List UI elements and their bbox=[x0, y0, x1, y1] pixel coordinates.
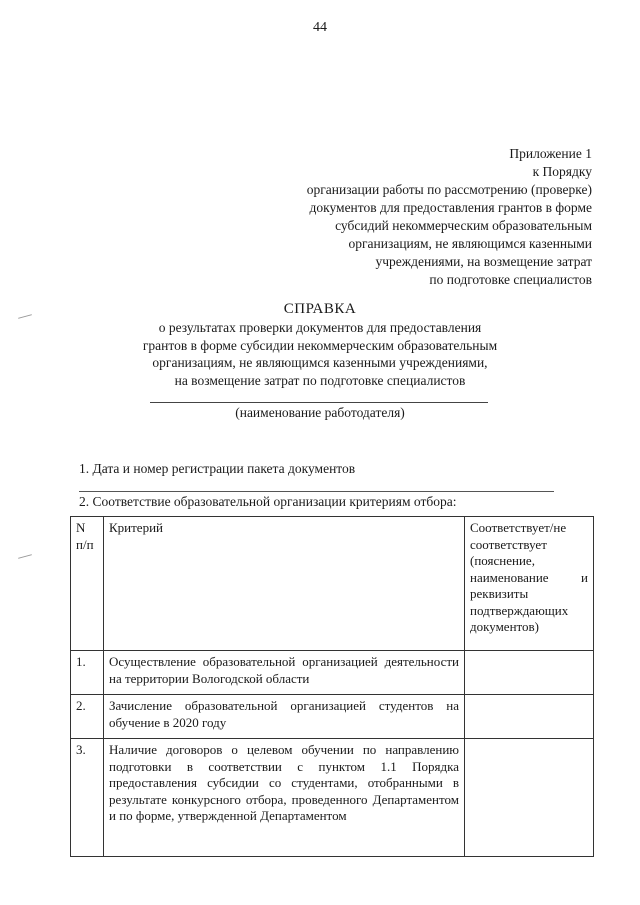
row-compliance bbox=[465, 739, 594, 857]
appendix-line: к Порядку bbox=[532, 164, 592, 179]
appendix-line: организациям, не являющимся казенными bbox=[348, 236, 592, 251]
appendix-line: документов для предоставления грантов в форме bbox=[309, 200, 592, 215]
appendix-line: Приложение 1 bbox=[509, 146, 592, 161]
item-registration: 1. Дата и номер регистрации пакета документов bbox=[79, 461, 356, 476]
table-header-row bbox=[71, 517, 594, 651]
table-row bbox=[71, 739, 594, 857]
row-num: 3. bbox=[71, 739, 104, 857]
row-criterion: Наличие договоров о целевом обучении по направлению подготовки в соответствии с пунктом 1.1 Порядка предоставления субсидии со студентами, отобранными в результате конкурсного отбора, проведенного Департаментом и по форме, утвержденной Департаментом bbox=[104, 739, 465, 857]
subtitle-line: о результатах проверки документов для предоставления bbox=[158, 320, 482, 335]
header-compliance: Соответствует/не соответствует (пояснение, наименование и реквизиты подтверждающих документов) bbox=[465, 517, 594, 651]
row-criterion: Осуществление образовательной организацией деятельности на территории Вологодской области bbox=[104, 651, 465, 695]
appendix-line: субсидий некоммерческим образовательным bbox=[335, 218, 592, 233]
header-num: N п/п bbox=[71, 517, 104, 651]
row-compliance bbox=[465, 695, 594, 739]
appendix-line: организации работы по рассмотрению (проверке) bbox=[306, 182, 592, 197]
scan-margin-mark bbox=[18, 554, 32, 559]
appendix-line: учреждениями, на возмещение затрат bbox=[375, 254, 592, 269]
row-criterion: Зачисление образовательной организацией студентов на обучение в 2020 году bbox=[104, 695, 465, 739]
appendix-line: по подготовке специалистов bbox=[429, 272, 592, 287]
header-criterion: Критерий bbox=[104, 517, 465, 651]
subtitle-line: грантов в форме субсидии некоммерческим образовательным bbox=[142, 337, 498, 353]
page-number: 44 bbox=[313, 20, 327, 35]
row-num: 1. bbox=[71, 651, 104, 695]
subtitle-line: организациям, не являющимся казенными учреждениями, bbox=[152, 355, 488, 370]
item-criteria: 2. Соответствие образовательной организации критериям отбора: bbox=[79, 494, 457, 509]
row-num: 2. bbox=[71, 695, 104, 739]
employer-caption: (наименование работодателя) bbox=[235, 405, 405, 420]
row-compliance bbox=[465, 651, 594, 695]
document-title: СПРАВКА bbox=[283, 301, 357, 317]
table-row bbox=[71, 695, 594, 739]
criteria-table bbox=[70, 516, 594, 857]
document-subtitle bbox=[120, 319, 520, 389]
appendix-reference bbox=[232, 145, 592, 289]
employer-name-line bbox=[150, 402, 488, 403]
table-row bbox=[71, 651, 594, 695]
subtitle-line: на возмещение затрат по подготовке специалистов bbox=[174, 372, 466, 388]
registration-line bbox=[79, 491, 554, 492]
